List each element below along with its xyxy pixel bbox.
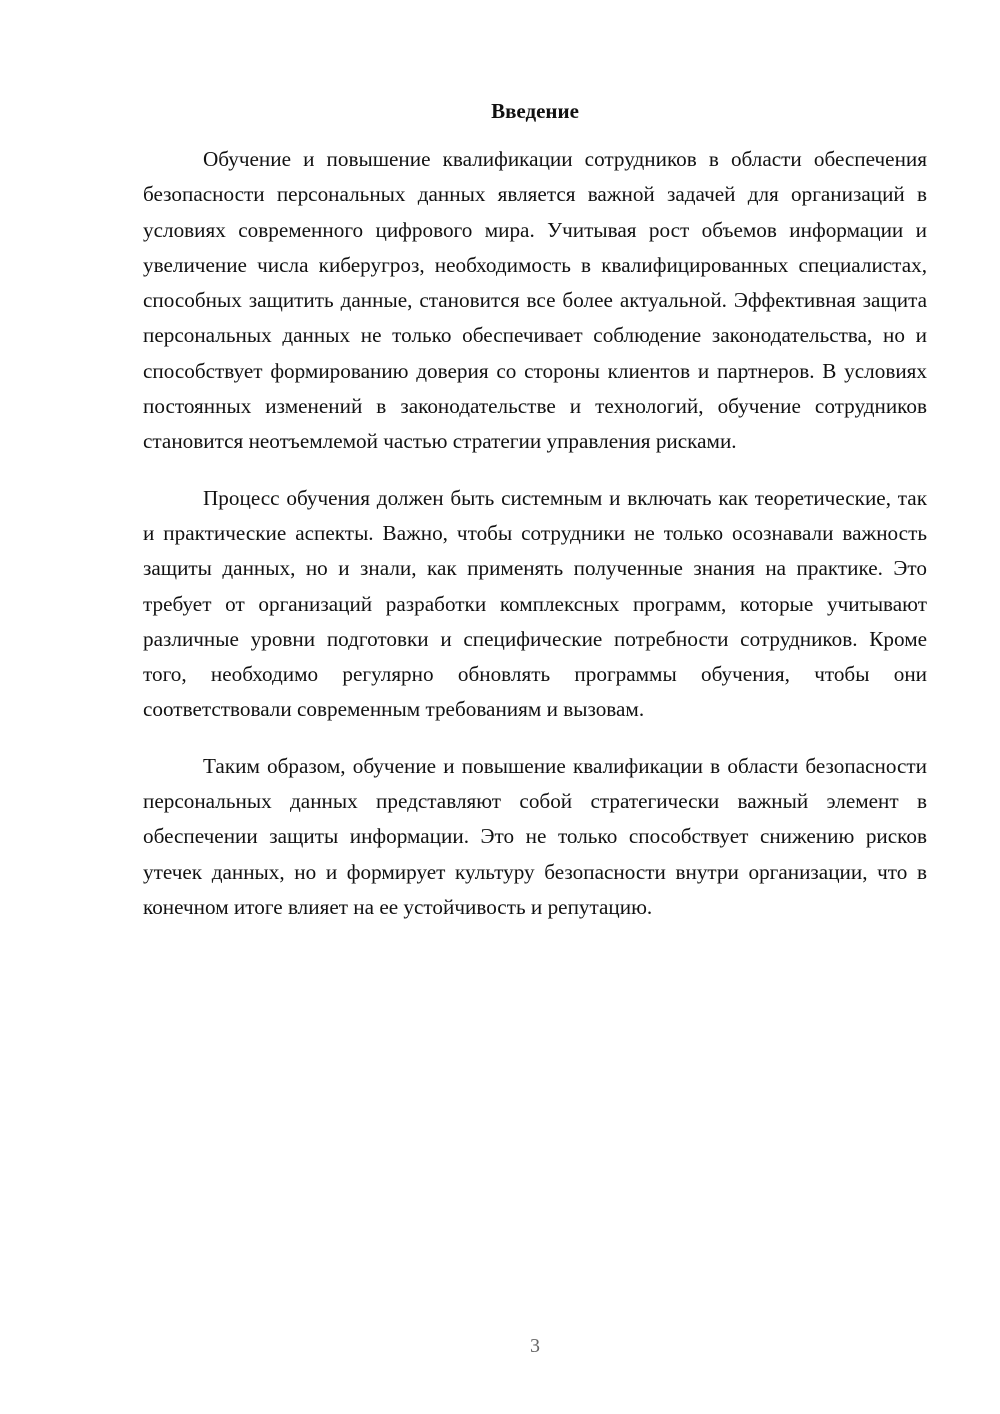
section-heading: Введение [491, 99, 579, 123]
paragraph-3: Таким образом, обучение и повышение квалификации в области безопасности персональных данных представляют собой стратегически важный элемент в обеспечении защиты информации. Это не только способствует снижению рисков утечек данных, но и формирует культуру безопасности внутри организации, что в конечном итоге влияет на ее устойчивость и репутацию. [143, 753, 927, 919]
paragraph-1: Обучение и повышение квалификации сотрудников в области обеспечения безопасности персональных данных является важной задачей для организаций в условиях современного цифрового мира. Учитывая рост объемов информации и увеличение числа киберугроз, необходимость в квалифицированных специалистах, способных защитить данные, становится все более актуальной. Эффективная защита персональных данных не только обеспечивает соблюдение законодательства, но и способствует формированию доверия со стороны клиентов и партнеров. В условиях постоянных изменений в законодательстве и технологий, обучение сотрудников становится неотъемлемой частью стратегии управления рисками. [143, 147, 927, 454]
page-number: 3 [530, 1335, 540, 1357]
document-body [143, 142, 927, 946]
paragraph-2: Процесс обучения должен быть системным и включать как теоретические, так и практические аспекты. Важно, чтобы сотрудники не только осознавали важность защиты данных, но и знали, как применять полученные знания на практике. Это требует от организаций разработки комплексных программ, которые учитывают различные уровни подготовки и специфические потребности сотрудников. Кроме того, необходимо регулярно обновлять программы обучения, чтобы они соответствовали современным требованиям и вызовам. [143, 485, 927, 722]
